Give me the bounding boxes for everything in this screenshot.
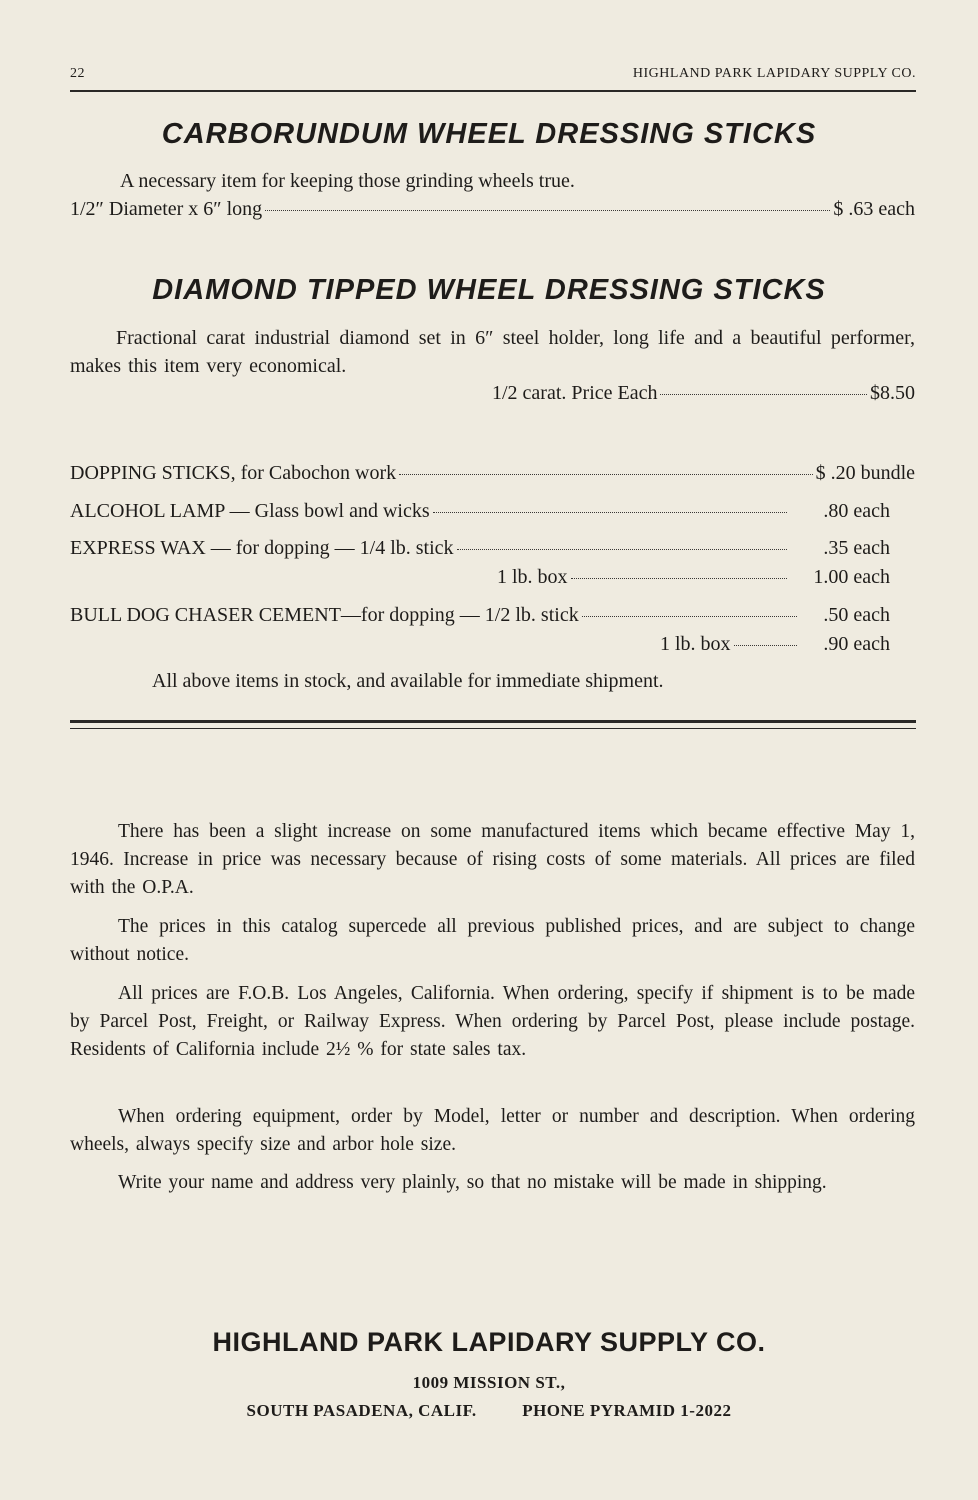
page-number: 22 — [70, 66, 85, 81]
item-label: 1/2″ Diameter x 6″ long — [70, 198, 263, 220]
item-label: DOPPING STICKS, for Cabochon work — [70, 462, 397, 484]
item-price: 1.00 each — [813, 566, 890, 588]
carborundum-price-row — [70, 198, 915, 221]
notice-paragraph: There has been a slight increase on some manufactured items which became effective May 1, 1946. Increase in price was necessary because of rising costs of some materials. All prices are filed with the O.P.A. — [70, 821, 915, 898]
carborundum-title: CARBORUNDUM WHEEL DRESSING STICKS — [161, 118, 817, 150]
street-address: 1009 MISSION ST., — [412, 1373, 566, 1392]
notice-paragraph: The prices in this catalog supercede all previous published prices, and are subject to change without notice. — [70, 916, 915, 965]
price-row — [70, 462, 915, 485]
item-label: 1 lb. box — [660, 633, 731, 655]
item-price: .80 each — [823, 500, 890, 522]
double-rule-bottom — [70, 728, 916, 729]
stock-note: All above items in stock, and available for immediate shipment. — [152, 670, 664, 692]
dot-leader — [582, 616, 797, 617]
dot-leader — [571, 578, 787, 579]
notice-paragraph: Write your name and address very plainly, so that no mistake will be made in shipping. — [118, 1172, 827, 1193]
city-phone — [0, 1401, 978, 1421]
price-row — [660, 633, 890, 656]
diamond-price-row — [492, 382, 915, 405]
carborundum-description: A necessary item for keeping those grinding wheels true. — [120, 170, 575, 192]
dot-leader — [660, 394, 867, 395]
item-price: $8.50 — [870, 382, 915, 404]
item-label: 1/2 carat. Price Each — [492, 382, 658, 404]
notice-paragraph: When ordering equipment, order by Model, letter or number and description. When ordering wheels, always specify size and arbor hole size. — [70, 1106, 915, 1155]
item-label: ALCOHOL LAMP — Glass bowl and wicks — [70, 500, 430, 522]
price-row — [497, 566, 890, 589]
price-row — [70, 604, 890, 627]
dot-leader — [734, 645, 797, 646]
diamond-description: Fractional carat industrial diamond set in 6″ steel holder, long life and a beautiful performer, makes this item very economical. — [70, 327, 915, 377]
dot-leader — [399, 474, 812, 475]
running-title: HIGHLAND PARK LAPIDARY SUPPLY CO. — [632, 66, 916, 81]
item-price: .90 each — [823, 633, 890, 655]
double-rule-top — [70, 720, 916, 723]
item-label: EXPRESS WAX — for dopping — 1/4 lb. stick — [70, 537, 454, 559]
dot-leader — [457, 549, 787, 550]
item-price: .35 each — [823, 537, 890, 559]
price-row — [70, 500, 890, 523]
notice-paragraph: All prices are F.O.B. Los Angeles, California. When ordering, specify if shipment is to be made by Parcel Post, Freight, or Railway Express. When ordering by Parcel Post, please include postage. Residents of California include 2½ % for state sales tax. — [70, 983, 915, 1060]
city: SOUTH PASADENA, CALIF. — [246, 1401, 477, 1420]
item-price: .50 each — [823, 604, 890, 626]
phone: PHONE PYRAMID 1-2022 — [522, 1401, 732, 1420]
header-rule — [70, 90, 916, 92]
item-label: 1 lb. box — [497, 566, 568, 588]
company-name: HIGHLAND PARK LAPIDARY SUPPLY CO. — [212, 1327, 766, 1357]
price-row — [70, 537, 890, 560]
item-label: BULL DOG CHASER CEMENT—for dopping — 1/2 lb. stick — [70, 604, 579, 626]
item-price: $ .20 bundle — [815, 462, 915, 484]
item-price: $ .63 each — [833, 198, 915, 220]
diamond-title: DIAMOND TIPPED WHEEL DRESSING STICKS — [152, 274, 826, 306]
dot-leader — [433, 512, 787, 513]
dot-leader — [265, 210, 830, 211]
